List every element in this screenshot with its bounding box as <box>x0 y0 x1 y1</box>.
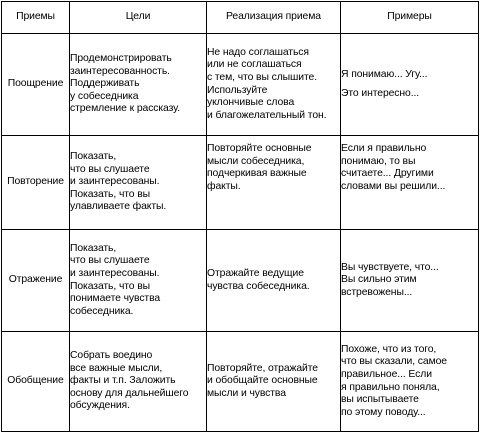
table-header-row <box>2 2 479 34</box>
goals-line: факты и т.п. Заложить <box>70 375 176 387</box>
implementation-line: и обобщайте основные <box>207 375 318 387</box>
goals-line: Поддерживать <box>70 78 140 90</box>
goals-line: Собрать воедино <box>70 350 153 362</box>
implementation-cell <box>207 136 341 230</box>
goals-line: Показать, что вы <box>70 280 151 292</box>
examples-line: Я понимаю... Угу... <box>341 68 428 80</box>
implementation-line: Повторяйте, отражайте <box>207 362 318 374</box>
table-row <box>2 34 479 136</box>
implementation-line: и благожелательный тон. <box>207 109 327 121</box>
implementation-cell <box>207 230 341 332</box>
examples-line: словами вы решили... <box>341 180 446 192</box>
goals-line: и заинтересованы. <box>70 176 160 188</box>
technique-name: Повторение <box>2 136 70 230</box>
examples-line: Похоже, что из того, <box>341 343 437 355</box>
goals-line: основу для дальнейшего <box>70 387 189 399</box>
header-examples: Примеры <box>341 2 479 34</box>
technique-name: Поощрение <box>2 34 70 136</box>
examples-line: вы испытываете <box>341 394 419 406</box>
goals-line: Продемонстрировать <box>70 53 172 65</box>
goals-line: все важные мысли, <box>70 362 163 374</box>
implementation-line: Используйте <box>207 84 268 96</box>
implementation-line: Не надо соглашаться <box>207 46 309 58</box>
examples-cell <box>341 136 479 230</box>
table-row <box>2 332 479 432</box>
examples-line: считаете... Другими <box>341 168 434 180</box>
examples-line: Если я правильно <box>341 143 427 154</box>
implementation-cell <box>207 34 341 136</box>
examples-line: я правильно поняла, <box>341 381 440 393</box>
implementation-line: уклончивые слова <box>207 97 295 109</box>
examples-cell <box>341 230 479 332</box>
goals-line: заинтересованность. <box>70 65 170 77</box>
implementation-line: подчеркивая важные <box>207 168 307 180</box>
examples-cell <box>341 332 479 432</box>
examples-line: по этому поводу... <box>341 406 426 418</box>
implementation-line: мысли собеседника, <box>207 155 305 167</box>
examples-line: Вы чувствуете, что... <box>341 261 439 273</box>
header-implementation: Реализация приема <box>207 2 341 34</box>
listening-techniques-table <box>1 1 479 432</box>
implementation-line: с тем, что вы слышите. <box>207 71 317 83</box>
goals-line: у собеседника <box>70 90 139 102</box>
implementation-cell <box>207 332 341 432</box>
goals-line: улавливаете факты. <box>70 201 167 213</box>
implementation-line: факты. <box>207 180 241 192</box>
examples-line: правильное... Если <box>341 368 432 380</box>
examples-line: встревожены... <box>341 286 413 298</box>
goals-line: понимаете чувства <box>70 293 161 305</box>
goals-line: что вы слушаете <box>70 255 150 267</box>
goals-cell <box>70 332 207 432</box>
goals-line: стремление к рассказу. <box>70 103 181 115</box>
goals-line: и заинтересованы. <box>70 267 160 279</box>
goals-line: Показать, <box>70 242 117 254</box>
examples-line: понимаю, то вы <box>341 155 416 167</box>
table-row <box>2 230 479 332</box>
examples-line: Это интересно... <box>341 87 420 99</box>
goals-cell <box>70 230 207 332</box>
implementation-line: мысли и чувства <box>207 387 286 399</box>
implementation-line: или не соглашаться <box>207 59 302 71</box>
implementation-line: Повторяйте основные <box>207 143 312 154</box>
header-goals: Цели <box>70 2 207 34</box>
technique-name: Отражение <box>2 230 70 332</box>
technique-name: Обобщение <box>2 332 70 432</box>
header-techniques: Приемы <box>2 2 70 34</box>
goals-cell <box>70 34 207 136</box>
examples-line: Вы сильно этим <box>341 274 417 286</box>
goals-line: что вы слушаете <box>70 163 150 175</box>
examples-line: что вы сказали, самое <box>341 356 447 368</box>
implementation-line: чувства собеседника. <box>207 280 310 292</box>
goals-line: обсуждения. <box>70 400 130 412</box>
goals-cell <box>70 136 207 230</box>
goals-line: Показать, что вы <box>70 188 151 200</box>
examples-cell <box>341 34 479 136</box>
implementation-line: Отражайте ведущие <box>207 267 304 279</box>
goals-line: Показать, <box>70 151 117 163</box>
goals-line: собеседника. <box>70 305 134 317</box>
table-row <box>2 136 479 230</box>
